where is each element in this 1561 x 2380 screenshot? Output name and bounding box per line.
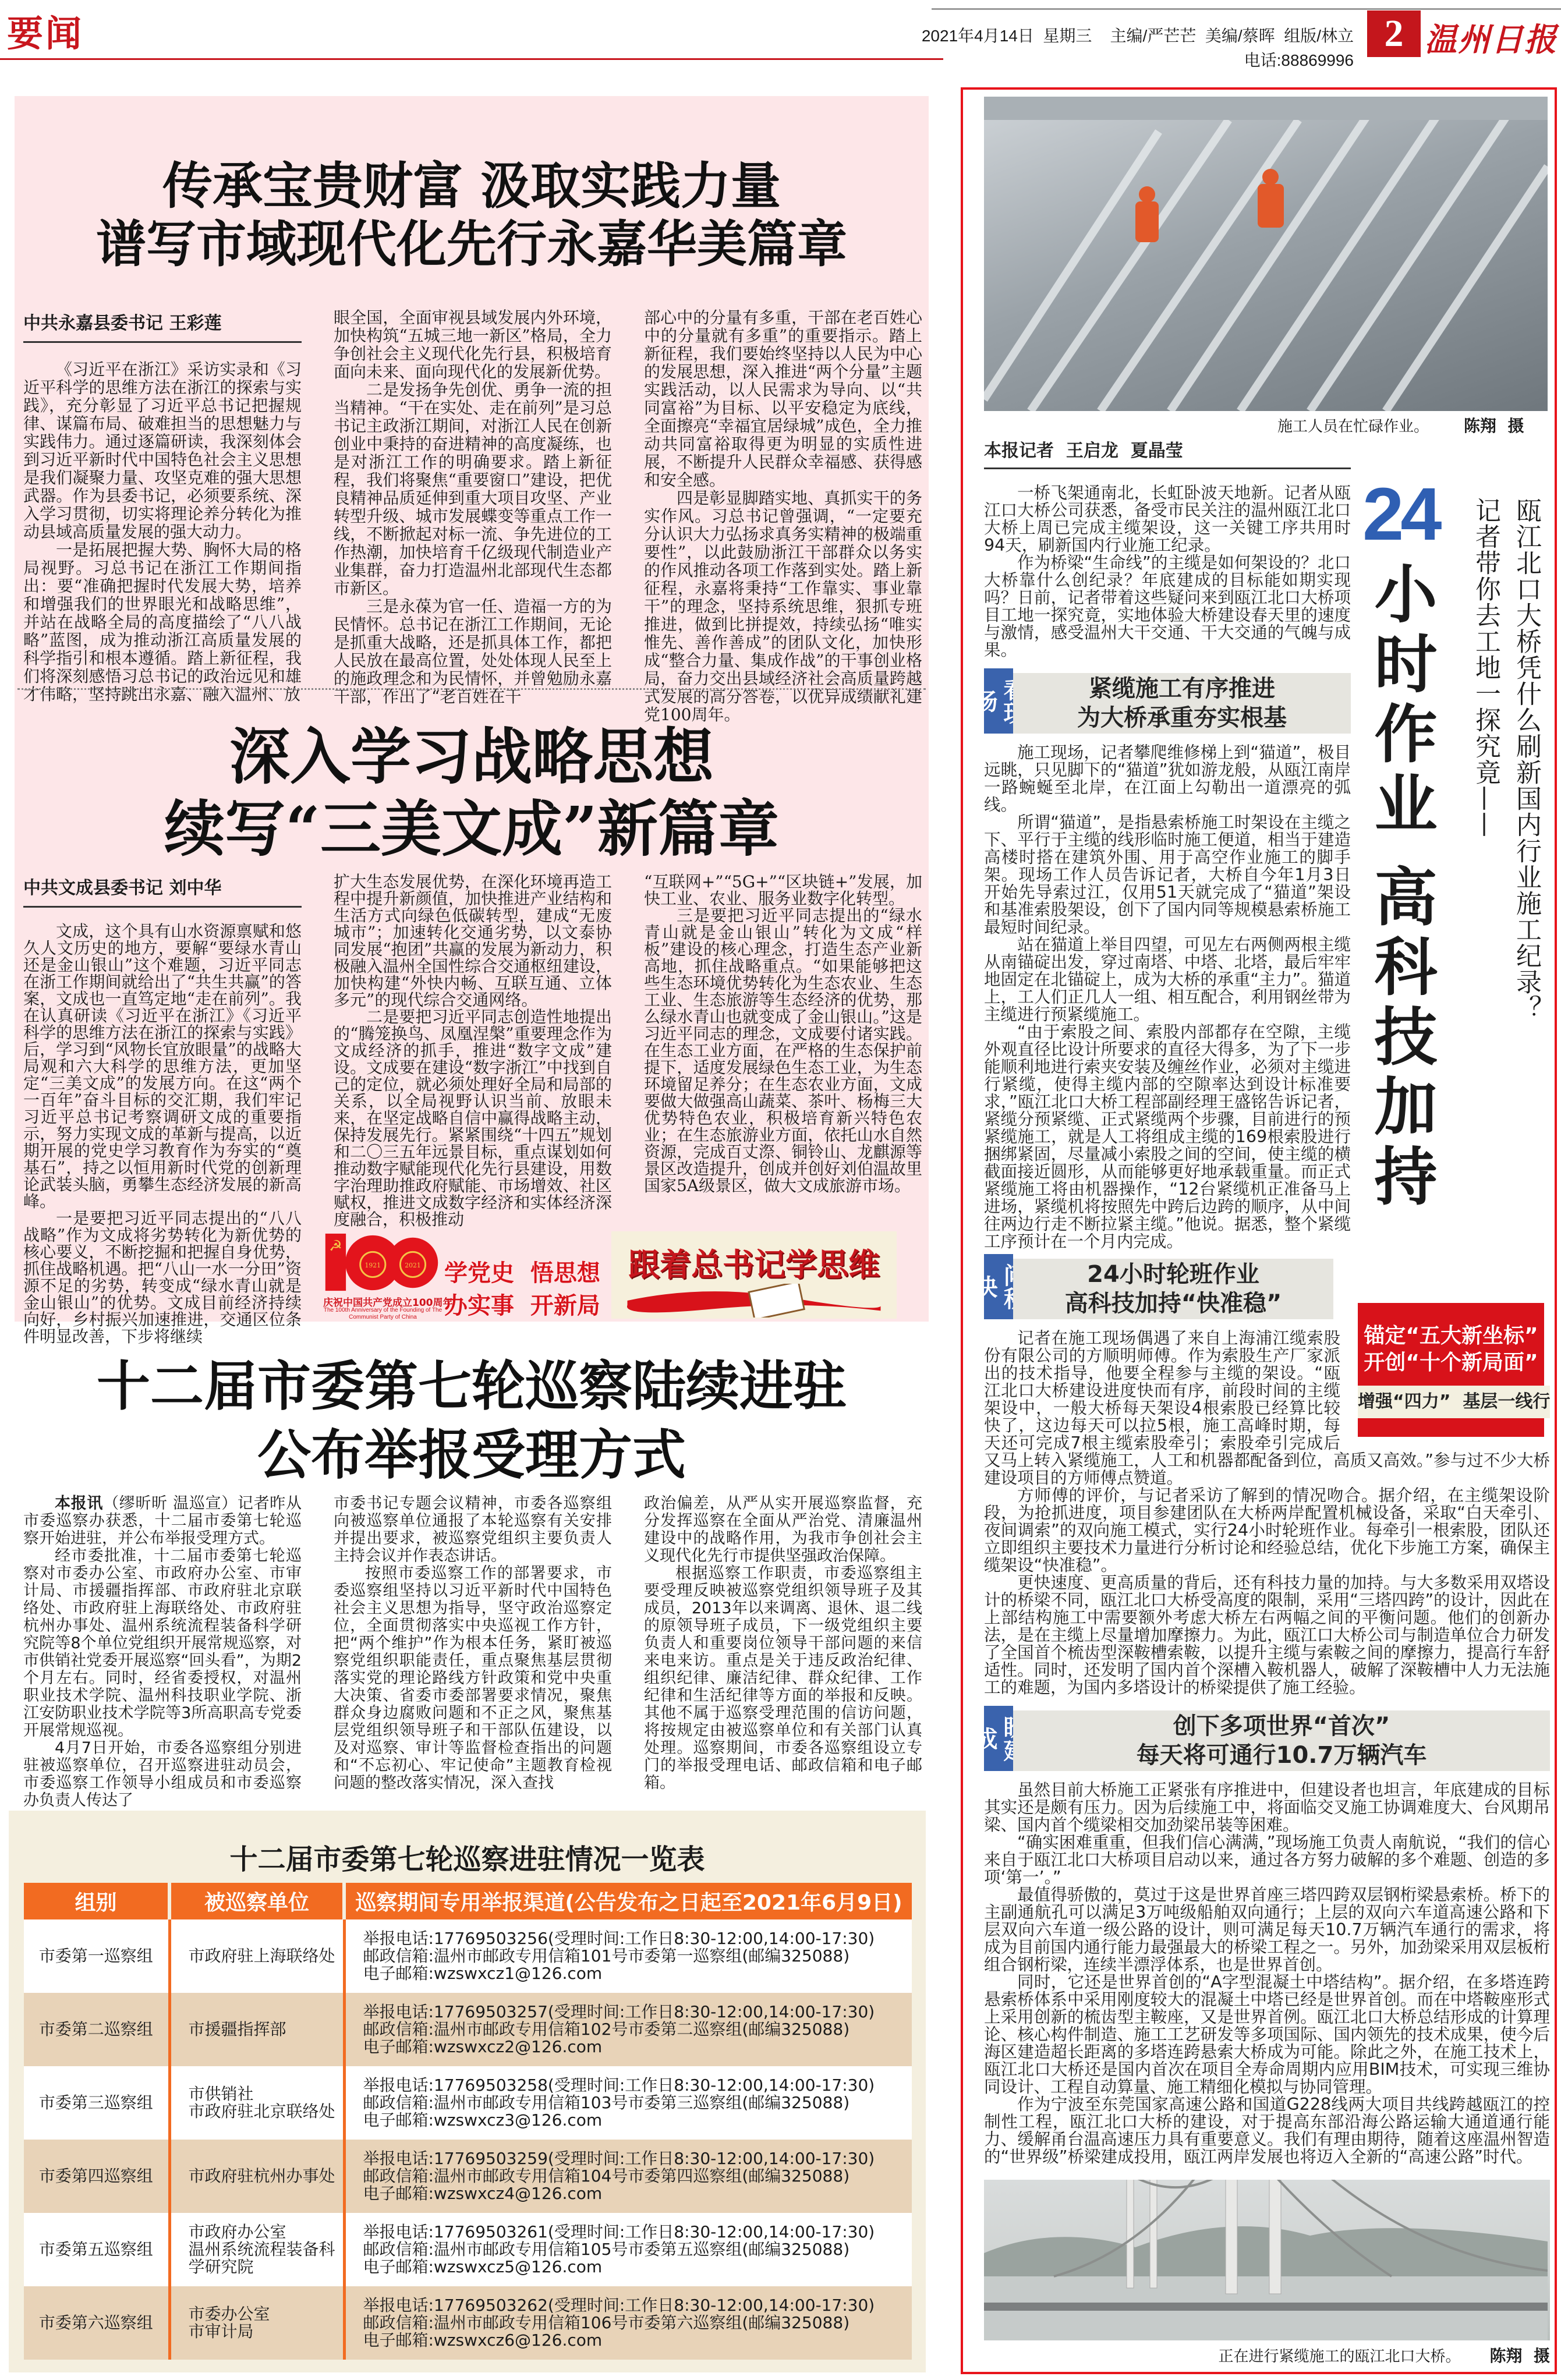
title-line: 深入学习战略思想: [229, 721, 714, 792]
banner-subline: 增强“四力” 基层一线行: [1358, 1386, 1550, 1418]
side-banner: [1358, 1251, 1550, 1443]
group-cell: [24, 1919, 169, 1993]
unit-cell: [169, 2213, 344, 2286]
channel-cell-line: 举报电话:17769503256(受理时间:工作日8:30-12:00,14:00-17:30): [363, 1929, 875, 1948]
slogan: 学党史 悟思想: [444, 1260, 600, 1287]
group-cell-line: 市委第三巡察组: [38, 2093, 153, 2112]
paragraph: 虽然目前大桥施工正紧张有序推进中，但建设者也坦言，年底建成的目标其实还是颇有压力。因为后续施工中，将面临交叉施工协调难度大、台风期吊梁、国内首个缆梁相交加劲梁吊装等困难。: [984, 1780, 1550, 1834]
group-cell: [24, 2140, 169, 2213]
article-column: [644, 1495, 922, 1809]
unit-cell-line: 温州系统流程装备科: [188, 2240, 335, 2259]
photo-credit: 陈翔 摄: [1489, 2346, 1550, 2365]
photo-caption: 施工人员在忙碌作业。: [1277, 418, 1429, 435]
column-banner: [611, 1231, 897, 1319]
paragraph: 根据巡察工作职责，市委巡察组主要受理反映被巡察党组织领导班子及其成员，2013年以来调离、退休、退二线的原领导班子成员，下一级党组织主要负责人和重要岗位领导干部问题的来信来电来访。重点是关于违反政治纪律、组织纪律、廉洁纪律、群众纪律、工作纪律和生活纪律等方面的举报和反映。其他不属于巡察受理范围的信访问题，将按规定由被巡察单位和有关部门认真处理。巡察期间，市委各巡察组设立专门的举报受理电话、邮政信箱和电子邮箱。: [644, 1564, 922, 1792]
channel-cell-line: 电子邮箱:wzswxcz4@126.com: [363, 2184, 603, 2203]
paragraph: 所谓“猫道”，是指悬索桥施工时架设在主缆之下、平行于主缆的线形临时施工便道，相当于建造高楼时搭在建筑外围、用于高空作业施工的脚手架。现场工作人员告诉记者，大桥自今年1月3日开始先导索过江，仅用51天就完成了“猫道”架设和基准索股架设，创下了国内同等规模悬索桥施工最短时间纪录。: [984, 813, 1351, 937]
paragraph: 作为宁波至东莞国家高速公路和国道G228线两大项目共线跨越瓯江的控制性工程，瓯江北口大桥的建设，对于提高东部沿海公路运输大通道通行能力、缓解甬台温高速压力具有重要意义。我们有理由期待，随着这座温州智造的“世界级”桥梁建成投用，瓯江两岸发展也将迈入全新的“高速公路”时代。: [984, 2095, 1550, 2166]
unit-cell-line: 市委办公室: [188, 2304, 270, 2324]
unit-cell: [169, 2140, 344, 2213]
paragraph: 文成，这个具有山水资源禀赋和悠久人文历史的地方，要解“要绿水青山还是金山银山”这个难题，习近平同志在浙工作期间就给出了“共生共赢”的答案，文成也一直笃定地“走在前列”。我在认真研读《习近平在浙江》《习近平科学的思维方法在浙江的探索与实践》后，学习到“风物长宜放眼量”的战略大局观和六大科学的思维方法，更加坚定“三美文成”的发展方向。在这“两个一百年”奋斗目标的交汇期，我们牢记习近平总书记考察调研文成的重要指示，努力实现文成的革新与提高，以近期开展的党史学习教育作为夯实的“奠基石”，持之以恒用新时代党的创新理论武装头脑，勇攀生态经济发展的新高峰。: [23, 922, 302, 1211]
section-header: [971, 1706, 1550, 1771]
unit-cell-line: 市政府办公室: [188, 2222, 286, 2241]
divider: [0, 58, 943, 60]
section-label: 场: [984, 668, 1013, 734]
unit-cell-line: 市审计局: [188, 2322, 254, 2341]
paragraph: 部心中的分量有多重，干部在老百姓心中的分量就有多重”的重要指示。踏上新征程，我们要始终坚持以人民为中心的发展思想，深入推进“两个分量”主题实践活动，以人民需求为导向、以“共同富裕”为目标、以平安稳定为底线，全面擦亮“幸福宜居绿城”成色，全力推动共同富裕取得更为明显的实质性进展，不断提升人民群众幸福感、获得感和安全感。: [644, 308, 922, 490]
title-line: 传承宝贵财富 汲取实践力量: [162, 157, 781, 215]
section-title: 为大桥承重夯实根基: [1077, 704, 1287, 731]
unit-cell: [169, 1993, 344, 2066]
table-title: 十二届市委第七轮巡察进驻情况一览表: [229, 1843, 705, 1876]
section-title: 高科技加持“快准稳”: [1064, 1290, 1282, 1317]
title-line: 公布举报受理方式: [257, 1423, 686, 1486]
unit-cell-line: 学研究院: [188, 2257, 254, 2276]
group-cell: [24, 2213, 169, 2286]
section-header: [971, 668, 1351, 734]
centenary-caption: 庆祝中国共产党成立100周年: [323, 1297, 453, 1309]
cable-photo-image: [984, 97, 1548, 411]
inspection-table-panel: [9, 1811, 926, 2372]
unit-cell-line: 市供销社: [188, 2084, 254, 2103]
section-title: 每天将可通行10.7万辆汽车: [1136, 1742, 1427, 1769]
column-banner-title: 跟着总书记学思维: [628, 1246, 880, 1283]
paragraph: 二是发扬争先创优、勇争一流的担当精神。“干在实处、走在前列”是习总书记主政浙江期间，对浙江人民在创新创业中秉持的奋进精神的高度凝练，也是对浙江工作的明确要求。踏上新征程，我们将聚焦“重要窗口”建设，把优良精神品质延伸到重大项目攻坚、产业转型升级、城市发展蝶变等重点工作一线，不断掀起对标一流、争先进位的工作热潮，加快培育千亿级现代制造业产业集群，奋力打造温州北部现代生态都市新区。: [334, 380, 612, 598]
headline-number: 24: [1362, 473, 1439, 556]
section-label: 成: [984, 1706, 1013, 1771]
channel-cell-line: 邮政信箱:温州市邮政专用信箱106号市委第六巡察组(邮编325088): [363, 2313, 850, 2332]
channel-cell-line: 举报电话:17769503261(受理时间:工作日8:30-12:00,14:00-17:30): [363, 2222, 875, 2241]
channel-cell: [344, 2066, 912, 2140]
article-column: [334, 309, 612, 724]
group-cell: [24, 1993, 169, 2066]
year-end: 2021: [405, 1261, 421, 1269]
article3-title: [15, 1352, 929, 1489]
paragraph: 一是要把习近平同志提出的“八八战略”作为文成将劣势转化为新优势的核心要义，不断挖掘和把握自身优势，抓住战略机遇。把“八山一水一分田”资源不足的劣势，转变成“绿水青山就是金山银山”的优势。文成目前经济持续向好，乡村振兴加速推进，交通区位条件明显改善，下步将继续: [23, 1209, 302, 1346]
group-cell-line: 市委第五巡察组: [38, 2240, 153, 2259]
photo-caption: 正在进行紧缆施工的瓯江北口大桥。: [1218, 2347, 1461, 2365]
article-column: [644, 309, 922, 724]
paragraph: “确实困难重重，但我们信心满满，”现场施工负责人南航说，“我们的信心来自于瓯江北口大桥项目启动以来，通过各方努力破解的多个难题、创造的多项‘第一’。”: [984, 1833, 1550, 1887]
kicker: 记者带你去工地一探究竟——: [1471, 497, 1500, 838]
paragraph: “由于索股之间、索股内部都存在空隙，主缆外观直径比设计所要求的直径大得多，为了下一步能顺利地进行索夹安装及缠丝作业，必须对主缆进行紧缆，使得主缆内部的空隙率达到设计标准要求，”瓯江北口大桥工程部副经理王盛铭告诉记者，紧缆分预紧缆、正式紧缆两个步骤，目前进行的预紧缆施工，就是人工将组成主缆的169根索股进行捆绑紧固，尽量减小索股之间的空间，使主缆的横截面接近圆形，从而能够更好地承载重量。而正式紧缆施工将由机器操作，“12台紧缆机正准备马上进场，紧缆机将按照先中跨后边跨的顺序，从中间往两边行走不断拉紧主缆。”他说。据悉，整个紧缆工序预计在一个月内完成。: [984, 1022, 1351, 1251]
paper-logo: 温州日报: [1425, 20, 1558, 58]
section-header: [971, 1254, 1333, 1319]
divider: [932, 8, 1561, 10]
group-cell-line: 市委第四巡察组: [38, 2166, 153, 2186]
channel-cell-line: 举报电话:17769503259(受理时间:工作日8:30-12:00,14:00-17:30): [363, 2149, 875, 2168]
channel-cell-line: 电子邮箱:wzswxcz2@126.com: [363, 2037, 603, 2056]
bridge-photo: [984, 2180, 1550, 2340]
channel-cell: [344, 2213, 912, 2286]
paragraph: 方师傅的评价，与记者采访了解到的情况吻合。据介绍，在主缆架设阶段，为抢抓进度，项目参建团队在大桥两岸配置机械设备，采取“白天牵引、夜间调索”的双向施工模式，实行24小时轮班作业。每牵引一根索股，团队还立即组织主要技术力量进行分析讨论和经验总结，优化下步施工方案，确保主缆架设“快准稳”。: [984, 1486, 1550, 1575]
channel-cell: [344, 2286, 912, 2360]
inspection-table: [24, 1883, 912, 2360]
paragraph: 眼全国，全面审视县域发展内外环境，加快构筑“五城三地一新区”格局，全力争创社会主义现代化先行县，积极培育面向未来、面向现代化的发展新优势。: [334, 308, 612, 381]
lead-label: 本报讯: [55, 1494, 104, 1513]
section-label: 诀: [984, 1254, 1013, 1319]
group-cell-line: 市委第一巡察组: [38, 1946, 153, 1965]
paragraph: 记者在施工现场偶遇了来自上海浦江缆索股份有限公司的方顺明师傅。作为索股生产厂家派出的技术指导，他要全程参与主缆的架设。“瓯江北口大桥建设进度快而有序，前段时间的主缆架设中，一般大桥每天架设4根索股已经算比较快了，这边每天可以拉5根，施工高峰时期，每天还可完成7根主缆索股牵引；索股牵引完成后又马上转入紧缆施工，人工和机器都配备到位，高质又高效。”参与过不少大桥建设项目的方师傅点赞道。: [984, 1329, 1550, 1488]
group-cell: [24, 2286, 169, 2360]
channel-cell-line: 邮政信箱:温州市邮政专用信箱102号市委第二巡察组(邮编325088): [363, 2020, 850, 2039]
paragraph: 同时，它还是世界首创的“A字型混凝土中塔结构”。据介绍，在多塔连跨悬索桥体系中采用刚度较大的混凝土中塔已经是世界首创。而在中塔鞍座形式上采用创新的梳齿型主鞍座，又是世界首例。瓯江北口大桥总结形成的计算理论、核心构件制造、施工工艺研发等多项国际、国内领先的技术成果，使今后海区建造超长距离的多塔连跨悬索大桥成为可能。除此之外，在施工技术上，瓯江北口大桥还是国内首次在项目全寿命周期内应用BIM技术，可实现三维协同设计、工程自动算量、施工精细化模拟与协同管理。: [984, 1972, 1550, 2096]
title-line: 十二届市委第七轮巡察陆续进驻: [96, 1355, 847, 1418]
channel-cell-line: 电子邮箱:wzswxcz5@126.com: [363, 2257, 603, 2276]
paragraph: 三是要把习近平同志提出的“绿水青山就是金山银山”转化为文成“样板”建设的核心理念，打造生态产业新高地，抓住战略重点。“如果能够把这些生态环境优势转化为生态农业、生态工业、生态旅游等生态经济的优势，那么绿水青山也就变成了金山银山。”这是习近平同志的理念，文成要付诸实践。在生态工业方面，在严格的生态保护前提下，适度发展绿色生态工业，为生态环境留足养分；在生态农业方面，文成要做大做强高山蔬菜、茶叶、杨梅三大优势特色农业，积极培育新兴特色农业；在生态旅游业方面，依托山水自然资源，完成百丈漈、铜铃山、龙麒源等景区改造提升，创成并创好刘伯温故里国家5A级景区，做大文成旅游市场。: [644, 906, 922, 1195]
article3-body: [23, 1495, 922, 1809]
paragraph: 二是要把习近平同志创造性地提出的“腾笼换鸟、凤凰涅槃”重要理念作为文成经济的抓手，推进“数字文成”建设。文成要在建设“数字浙江”中找到自己的定位，就必须处理好全局和局部的关系，以全局视野认识当前、放眼未来，在坚定战略自信中赢得战略主动，保持发展先行。紧紧围绕“十四五”规划和二〇三五年远景目标，重点谋划如何推动数字赋能现代化先行县建设，用数字治理助推政府赋能、市场增效、社区赋权，推进文成数字经济和实体经济深度融合，积极推动: [334, 1007, 612, 1229]
paragraph: 政治偏差，从严从实开展巡察监督，充分发挥巡察在全面从严治党、清廉温州建设中的战略作用，为我市争创社会主义现代化先行市提供坚强政治保障。: [644, 1494, 922, 1565]
headline: 小时作业: [1364, 561, 1437, 841]
section-title: 紧缆施工有序推进: [1089, 675, 1275, 702]
byline: 中共文成县委书记 刘中华: [23, 873, 302, 908]
group-cell-line: 市委第六巡察组: [38, 2313, 153, 2332]
article1-body: [23, 309, 922, 724]
party-100-logo: [323, 1231, 603, 1322]
paragraph: “互联网+”“5G+”“区块链+”发展，加快工业、农业、服务业数字化转型。: [644, 872, 922, 908]
headline-column: [1351, 436, 1550, 1251]
title-line: 续写“三美文成”新篇章: [164, 793, 779, 865]
book-ribbon-icon: [617, 1284, 891, 1318]
paragraph: 《习近平在浙江》采访实录和《习近平科学的思维方法在浙江的探索与实践》，充分彰显了习近平总书记把握规律、谋篇布局、破难担当的思想魅力与实践伟力。通过逐篇研读，我深刻体会到习近平新时代中国特色社会主义思想是我们凝聚力量、攻坚克难的强大思想武器。作为县委书记，必须要系统、深入学习贯彻，切实将理论养分转化为推动县域高质量发展的强大动力。: [23, 360, 302, 541]
channel-cell-line: 举报电话:17769503257(受理时间:工作日8:30-12:00,14:00-17:30): [363, 2002, 875, 2021]
unit-cell: [169, 2066, 344, 2140]
banner-line: 开创“十个新局面”: [1364, 1351, 1538, 1375]
kicker: 瓯江北口大桥凭什么刷新国内行业施工纪录？: [1512, 497, 1541, 1021]
paragraph: 更快速度、更高质量的背后，还有科技力量的加持。与大多数采用双塔设计的桥梁不同，瓯江北口大桥受高度的限制，采用“三塔四跨”的设计，因此在上部结构施工中需要额外考虑大桥左右两幅之间的平衡问题。他们的创新办法，是在主缆上尽量增加摩擦力。为此，瓯江口大桥公司与制造单位合力研发了全国首个梳齿型深鞍槽索鞍，以提升主缆与索鞍之间的摩擦力，提高行车舒适性。同时，还发明了国内首个深槽入鞍机器人，破解了深鞍槽中人力无法施工的难题，为国内多塔设计的桥梁提供了施工经验。: [984, 1573, 1550, 1697]
paragraph: 按照市委巡察工作的部署要求，市委巡察组坚持以习近平新时代中国特色社会主义思想为指导，坚守政治巡察定位，全面贯彻落实中央巡视工作方针，把“两个维护”作为根本任务，紧盯被巡察党组织职能责任，重点聚焦基层贯彻落实党的理论路线方针政策和党中央重大决策、省委市委部署要求情况，聚焦群众身边腐败问题和不正之风，聚焦基层党组织领导班子和干部队伍建设，以及对巡察、审计等监督检查指出的问题和“不忘初心、牢记使命”主题教育检视问题的整改落实情况，深入查找: [334, 1564, 612, 1792]
table-row: [24, 2066, 912, 2140]
group-cell: [24, 2066, 169, 2140]
bridge-photo-image: [984, 2180, 1548, 2340]
bridge-feature: [961, 87, 1557, 2374]
channel-cell-line: 电子邮箱:wzswxcz1@126.com: [363, 1964, 603, 1983]
paragraph: 站在猫道上举目四望，可见左右两侧两根主缆从南锚碇出发，穿过南塔、中塔、北塔，最后牢牢地固定在北锚碇上，成为大桥的承重“主力”。猫道上，工人们正几人一组、相互配合，利用钢丝带为主缆进行预紧缆施工。: [984, 935, 1351, 1024]
table-row: [24, 2140, 912, 2213]
channel-cell-line: 电子邮箱:wzswxcz3@126.com: [363, 2110, 603, 2130]
unit-cell: [169, 1919, 344, 1993]
paragraph: 三是永葆为官一任、造福一方的为民情怀。总书记在浙江工作期间，无论是抓重大战略，还是抓具体工作，都把人民放在最高位置，处处体现人民至上的施政理念和为民情怀，并曾勉励永嘉干部，作出了“老百姓在干: [334, 597, 612, 706]
workers-photo: [984, 97, 1548, 411]
group-cell-line: 市委第二巡察组: [38, 2020, 153, 2039]
section-title: 创下多项世界“首次”: [1173, 1713, 1390, 1740]
bottom-caption-row: [984, 2344, 1550, 2366]
channel-cell-line: 举报电话:17769503262(受理时间:工作日8:30-12:00,14:00-17:30): [363, 2296, 875, 2315]
unit-cell-line: 市政府驻上海联络处: [188, 1946, 335, 1965]
paragraph: 扩大生态发展优势，在深化环境再造工程中提升新颜值，加快推进产业结构和生活方式向绿色低碳转型，建成“无废城市”；加速转化交通劣势，以文泰协同发展“抱团”共赢的发展为新动力，积极融入温州全国性综合交通枢纽建设，加快构建“外快内畅、互联互通、立体多元”的现代综合交通网络。: [334, 872, 612, 1010]
section-title: 24小时轮班作业: [1087, 1261, 1259, 1288]
paragraph: 4月7日开始，市委各巡察组分别进驻被巡察单位，召开巡察进驻动员会，市委巡察工作领导小组成员和市委巡察办负责人传达了: [23, 1739, 302, 1809]
table-row: [24, 2213, 912, 2286]
unit-cell-line: 市援疆指挥部: [188, 2020, 286, 2039]
article1-title: [15, 157, 929, 274]
slogan: 办实事 开新局: [444, 1292, 600, 1319]
channel-cell-line: 邮政信箱:温州市邮政专用信箱103号市委第三巡察组(邮编325088): [363, 2093, 850, 2112]
paragraph: 最值得骄傲的，莫过于这是世界首座三塔四跨双层钢桁梁悬索桥。桥下的主副通航孔可以满足3万吨级船舶双向通行；上层的双向六车道高速公路和下层双向六车道一级公路的设计，则可满足每天10.7万辆汽车通行的需求，将成为目前国内通行能力最强最大的桥梁工程之一。另外，加劲梁采用双层板桁组合钢桁梁，连续半漂浮体系，也是世界首创。: [984, 1885, 1550, 1974]
centenary-caption-en: The 100th Anniversary of the Founding of The Communist Party of China: [323, 1307, 443, 1320]
channel-cell-line: 邮政信箱:温州市邮政专用信箱101号市委第一巡察组(邮编325088): [363, 1946, 850, 1965]
feature-flow: [971, 436, 1551, 2366]
paragraph: 市委书记专题会议精神，市委各巡察组向被巡察单位通报了本轮巡察有关安排并提出要求，被巡察党组织主要负责人主持会议并作表态讲话。: [334, 1494, 612, 1565]
column-header: 被巡察单位: [169, 1883, 344, 1919]
paragraph: 一是拓展把握大势、胸怀大局的格局视野。习总书记在浙江工作期间指出：要“准确把握时代发展大势，培养和增强我们的世界眼光和战略思维”，并站在战略全局的高度描绘了“八八战略”蓝图，成为推动浙江高质量发展的科学指引和根本遵循。踏上新征程，我们将深刻感悟习总书记的政治远见和雄才伟略，坚持跳出永嘉、融入温州、放: [23, 540, 302, 704]
channel-cell: [344, 1919, 912, 1993]
paragraph: 经市委批准，十二届市委第七轮巡察对市委办公室、市政府办公室、市审计局、市援疆指挥部、市政府驻北京联络处、市政府驻上海联络处、市政府驻杭州办事处、温州系统流程装备科学研究院等8个单位党组织开展常规巡察，对市供销社党委开展巡察“回头看”，为期2个月左右。同时，经省委授权，对温州职业技术学院、温州科技职业学院、浙江安防职业技术学院等3所高职高专党委开展常规巡视。: [23, 1547, 302, 1740]
unit-cell-line: 市政府驻北京联络处: [188, 2102, 335, 2121]
centenary-emblem-icon: [323, 1231, 440, 1294]
feature-main-column: [971, 436, 1351, 1251]
headline: 高科技加持: [1364, 864, 1437, 1213]
table-row: [24, 2286, 912, 2360]
channel-cell-line: 举报电话:17769503258(受理时间:工作日8:30-12:00,14:00-17:30): [363, 2076, 875, 2095]
channel-cell: [344, 1993, 912, 2066]
date-editors: 2021年4月14日 星期三 主编/严芒芒 美编/蔡晖 组版/林立: [921, 27, 1354, 45]
article-column: [23, 1495, 302, 1809]
title-line: 谱写市域现代化先行永嘉华美篇章: [96, 215, 847, 274]
table-row: [24, 1919, 912, 1993]
paragraph: 一桥飞架通南北，长虹卧波天地新。记者从瓯江口大桥公司获悉，备受市民关注的温州瓯江北口大桥上周已完成主缆架设，这一关键工序共用时94天，刷新国内行业施工纪录。: [984, 483, 1351, 555]
unit-cell: [169, 2286, 344, 2360]
banner-line: 锚定“五大新坐标”: [1364, 1324, 1538, 1348]
article-column: [334, 1495, 612, 1809]
photo-credit: 陈翔 摄: [1464, 416, 1524, 435]
column-header: 巡察期间专用举报渠道(公告发布之日起至2021年6月9日): [344, 1883, 912, 1919]
table-row: [24, 1993, 912, 2066]
channel-cell: [344, 2140, 912, 2213]
article-column: [23, 309, 302, 724]
feature-wide-column: [971, 1251, 1551, 2166]
column-header: 组别: [24, 1883, 169, 1919]
paragraph: 四是彰显脚踏实地、真抓实干的务实作风。习总书记曾强调，“一定要充分认识大力弘扬求真务实精神的极端重要性”，以此鼓励浙江干部群众以务实的作风推动各项工作落到实处。踏上新征程，永嘉将秉持“工作靠实、事业靠干”的理念，坚持系统思维，狠抓专班推进，做到比拼提效，持续弘扬“唯实惟先、善作善成”的团队文化，加快形成“整合力量、集成作战”的干事创业格局，奋力交出县域经济社会高质量跨越式发展的高分答卷，以优异成绩献礼建党100周年。: [644, 488, 922, 724]
channel-cell-line: 邮政信箱:温州市邮政专用信箱104号市委第四巡察组(邮编325088): [363, 2166, 850, 2186]
paragraph: （缪昕昕 温巡宣）记者昨从市委巡察办获悉，十二届市委第七轮巡察开始进驻，并公布举报受理方式。: [23, 1494, 302, 1547]
year-start: 1921: [364, 1261, 381, 1269]
unit-cell-line: 市政府驻杭州办事处: [188, 2166, 335, 2186]
svg-text:☭: ☭: [329, 1237, 342, 1255]
paragraph: 施工现场，记者攀爬维修梯上到“猫道”，极目远眺，只见脚下的“猫道”犹如游龙般，从瓯江南岸一路蜿蜒至北岸，在江面上勾勒出一道漂亮的弧线。: [984, 743, 1351, 814]
phone: 电话:88869996: [1244, 51, 1354, 69]
section-title: 要闻: [7, 12, 84, 55]
dotted-divider: [17, 688, 926, 690]
byline: 本报记者 王启龙 夏晶莹: [984, 436, 1351, 469]
paragraph: 作为桥梁“生命线”的主缆是如何架设的？北口大桥靠什么创纪录？年底建成的目标能如期实现吗？日前，记者带着这些疑问来到瓯江北口大桥项目工地一探究竟，实地体验大桥建设春天里的速度与激情，感受温州大干交通、干大交通的气魄与成果。: [984, 553, 1351, 660]
page-number: 2: [1367, 10, 1421, 57]
article2-title: [15, 721, 929, 865]
channel-cell-line: 邮政信箱:温州市邮政专用信箱105号市委第五巡察组(邮编325088): [363, 2240, 850, 2259]
byline: 中共永嘉县委书记 王彩莲: [23, 309, 302, 343]
channel-cell-line: 电子邮箱:wzswxcz6@126.com: [363, 2331, 603, 2350]
article-column: [23, 873, 302, 1345]
